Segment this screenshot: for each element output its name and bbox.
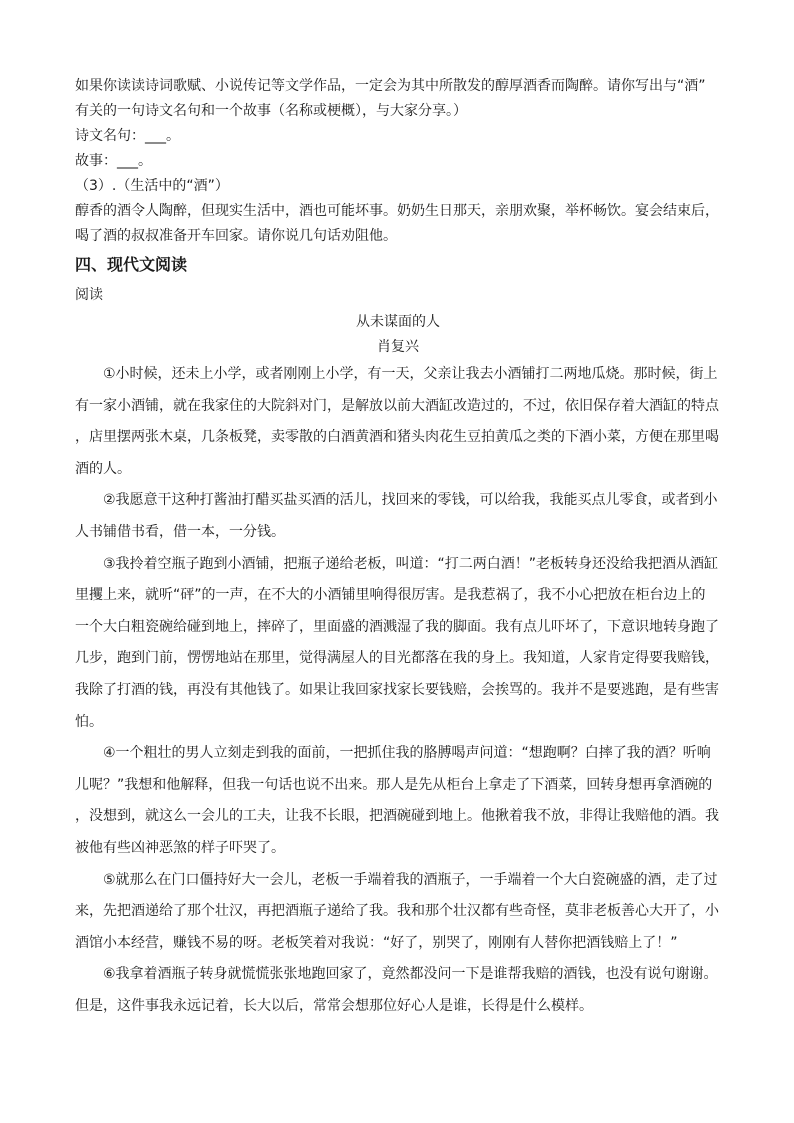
paragraph-line: 被他有些凶神恶煞的样子吓哭了。	[75, 839, 285, 856]
paragraph-line: ①小时候，还未上小学，或者刚刚上小学，有一天，父亲让我去小酒铺打二两地瓜烧。那时候，街上	[103, 366, 718, 382]
paragraph-1	[75, 359, 721, 485]
paragraph-line: ②我愿意干这种打酱油打醋买盐买酒的活儿，找回来的零钱，可以给我，我能买点儿零食，或者到小	[103, 492, 718, 509]
section-label: 阅读	[75, 287, 103, 303]
question-3-line: 醇香的酒令人陶醉，但现实生活中，酒也可能坏事。奶奶生日那天，亲朋欢聚，举杯畅饮。宴会结束后，	[75, 203, 719, 219]
intro-line: 有关的一句诗文名句和一个故事（名称或梗概），与大家分享。）	[75, 103, 467, 119]
paragraph-line: 几步，跑到门前，愣愣地站在那里，觉得满屋人的目光都落在我的身上。我知道，人家肯定得要我赔钱，	[75, 650, 719, 667]
paragraph-line: 一个大白粗瓷碗给碰到地上，摔碎了，里面盛的酒溅湿了我的脚面。我有点儿吓坏了，下意识地转身跑了	[75, 618, 719, 635]
paragraph-line: 怕。	[75, 713, 103, 730]
paragraph-line: 来，先把酒递给了那个壮汉，再把酒瓶子递给了我。我和那个壮汉都有些奇怪，莫非老板善心大开了，小	[75, 903, 719, 920]
paragraph-line: 我除了打酒的钱，再没有其他钱了。如果让我回家找家长要钱赔，会挨骂的。我并不是要逃跑，是有些害	[75, 681, 719, 698]
intro-block	[75, 74, 725, 249]
paragraph-line: ④一个粗壮的男人立刻走到我的面前，一把抓住我的胳膊喝声问道：“想跑啊？白摔了我的酒？听响	[103, 745, 711, 762]
article-header	[75, 310, 721, 360]
paragraph-line: ⑤就那么在门口僵持好大一会儿，老板一手端着我的酒瓶子，一手端着一个大白瓷碗盛的酒，走了过	[103, 871, 718, 888]
article-author: 肖复兴	[377, 339, 419, 355]
poem-answer-line: 诗文名句：___。	[75, 128, 180, 144]
article-body	[75, 359, 721, 1022]
paragraph-line: 酒的人。	[75, 460, 131, 477]
paragraph-3	[75, 549, 721, 739]
paragraph-line: ，店里摆两张木桌，几条板凳，卖零散的白酒黄酒和猪头肉花生豆拍黄瓜之类的下酒小菜，方便在那里喝	[75, 429, 719, 446]
paragraph-line: ⑥我拿着酒瓶子转身就慌慌张张地跑回家了，竟然都没问一下是谁帮我赔的酒钱，也没有说句谢谢。	[103, 966, 718, 983]
paragraph-line: 儿呢？”我想和他解释，但我一句话也说不出来。那人是先从柜台上拿走了下酒菜，回转身想再拿酒碗的	[75, 776, 713, 793]
intro-line: 如果你读读诗词歌赋、小说传记等文学作品，一定会为其中所散发的醇厚酒香而陶醉。请你写出与“酒”	[75, 78, 706, 94]
paragraph-line: 但是，这件事我永远记着，长大以后，常常会想那位好心人是谁，长得是什么模样。	[75, 997, 593, 1014]
paragraph-2	[75, 485, 721, 548]
paragraph-5	[75, 865, 721, 960]
question-3-line: 喝了酒的叔叔准备开车回家。请你说几句话劝阻他。	[75, 228, 397, 244]
story-answer-line: 故事：___。	[75, 153, 152, 169]
paragraph-line: ，没想到，就这么一会儿的工夫，让我不长眼，把酒碗碰到地上。他揪着我不放，非得让我赔他的酒。我	[75, 808, 719, 825]
paragraph-line: ③我拎着空瓶子跑到小酒铺，把瓶子递给老板，叫道：“打二两白酒！”老板转身还没给我把酒从酒缸	[103, 555, 719, 572]
paragraph-line: 有一家小酒铺，就在我家住的大院斜对门，是解放以前大酒缸改造过的，不过，依旧保存着大酒缸的特点	[75, 397, 719, 414]
paragraph-line: 酒馆小本经营，赚钱不易的呀。老板笑着对我说：“好了，别哭了，刚刚有人替你把酒钱赔上了！”	[75, 934, 678, 951]
paragraph-line: 里攫上来，就听“砰”的一声，在不大的小酒铺里响得很厉害。是我惹祸了，我不小心把放在柜台边上的	[75, 587, 706, 604]
paragraph-line: 人书铺借书看，借一本，一分钱。	[75, 523, 285, 540]
article-title: 从未谋面的人	[356, 314, 440, 330]
section-header	[75, 251, 725, 308]
paragraph-6	[75, 959, 721, 1022]
section-heading: 四、现代文阅读	[75, 255, 188, 274]
paragraph-4	[75, 738, 721, 864]
question-3-title: （3）.（生活中的“酒”）	[75, 178, 229, 194]
